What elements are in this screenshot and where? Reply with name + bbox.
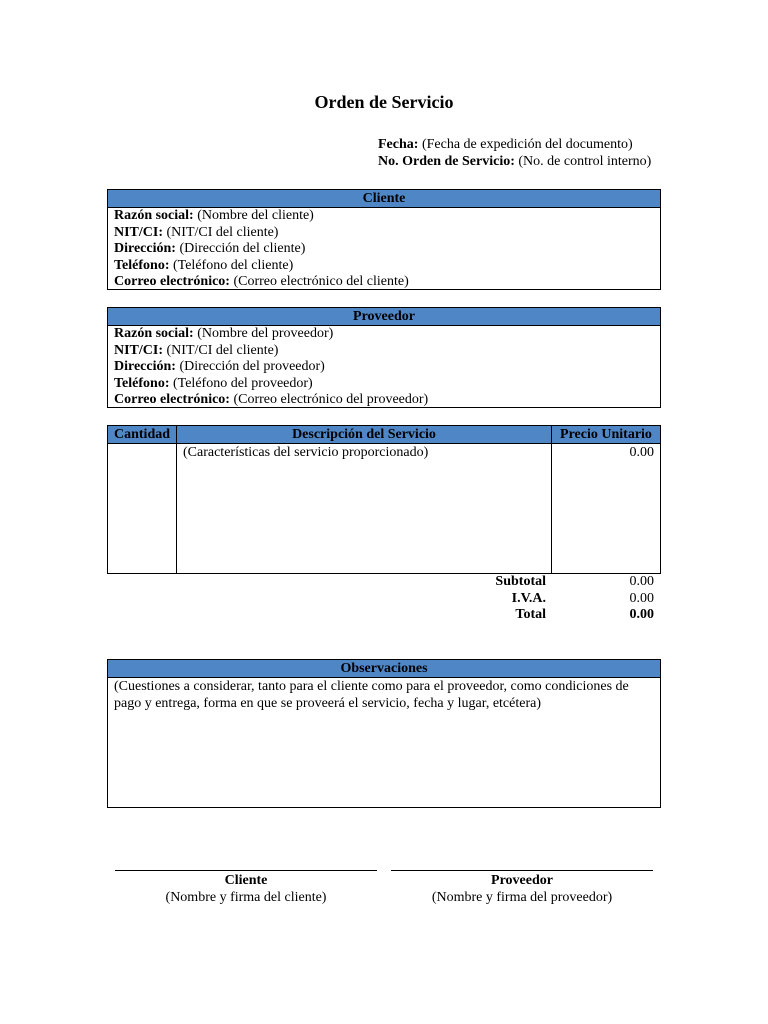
cliente-field bbox=[114, 241, 654, 258]
field-value: (NIT/CI del cliente) bbox=[163, 342, 279, 358]
cliente-header: Cliente bbox=[108, 190, 660, 208]
precio-cell: 0.00 bbox=[629, 445, 654, 460]
descripcion-column bbox=[177, 426, 552, 573]
field-value: (Teléfono del proveedor) bbox=[169, 375, 313, 391]
signature-caption: (Nombre y firma del cliente) bbox=[165, 890, 327, 905]
cantidad-header: Cantidad bbox=[108, 426, 176, 444]
signature-caption: (Nombre y firma del proveedor) bbox=[431, 890, 613, 905]
iva-row bbox=[440, 591, 656, 608]
cliente-field bbox=[114, 225, 654, 242]
page-title: Orden de Servicio bbox=[314, 92, 454, 112]
subtotal-value: 0.00 bbox=[629, 574, 654, 589]
descripcion-cell: (Características del servicio proporcionado) bbox=[183, 445, 429, 460]
observaciones-header: Observaciones bbox=[108, 660, 660, 678]
proveedor-field bbox=[114, 343, 654, 360]
proveedor-section bbox=[107, 307, 661, 408]
cliente-field bbox=[114, 208, 654, 225]
field-label: Teléfono: bbox=[114, 375, 170, 391]
cliente-field bbox=[114, 274, 654, 291]
fecha-line bbox=[378, 136, 651, 153]
proveedor-field bbox=[114, 359, 654, 376]
field-value: (Dirección del cliente) bbox=[175, 241, 306, 256]
signature-line bbox=[391, 870, 653, 871]
precio-header: Precio Unitario bbox=[552, 426, 660, 444]
subtotal-label: Subtotal bbox=[495, 574, 546, 589]
signature-name: Proveedor bbox=[491, 873, 553, 888]
field-label: Razón social: bbox=[114, 208, 194, 223]
field-value: (Correo electrónico del cliente) bbox=[229, 274, 409, 289]
orden-value: (No. de control interno) bbox=[514, 154, 652, 169]
observaciones-text: (Cuestiones a considerar, tanto para el cliente como para el proveedor, como condiciones de pago y entrega, forma en que se proveerá el servicio, fecha y lugar, etcétera) bbox=[114, 679, 629, 711]
cliente-section bbox=[107, 189, 661, 290]
field-value: (Nombre del proveedor) bbox=[193, 326, 334, 341]
signature-name: Cliente bbox=[224, 873, 268, 888]
field-value: (Nombre del cliente) bbox=[193, 208, 314, 223]
field-value: (NIT/CI del cliente) bbox=[163, 224, 279, 240]
field-label: Dirección: bbox=[114, 359, 176, 374]
total-value: 0.00 bbox=[629, 607, 654, 622]
total-label: Total bbox=[515, 607, 546, 622]
iva-label: I.V.A. bbox=[511, 590, 546, 606]
fecha-label: Fecha: bbox=[378, 137, 419, 152]
field-label: Razón social: bbox=[114, 326, 194, 341]
cantidad-column bbox=[108, 426, 177, 573]
total-row bbox=[440, 607, 656, 624]
document-meta bbox=[378, 136, 651, 170]
field-value: (Teléfono del cliente) bbox=[169, 257, 294, 273]
iva-value: 0.00 bbox=[629, 590, 654, 606]
signature-proveedor bbox=[391, 870, 653, 906]
proveedor-field bbox=[114, 326, 654, 343]
proveedor-field bbox=[114, 376, 654, 393]
field-value: (Dirección del proveedor) bbox=[175, 359, 325, 374]
totals-block bbox=[440, 574, 656, 624]
proveedor-field bbox=[114, 392, 654, 409]
field-label: NIT/CI: bbox=[114, 342, 164, 358]
orden-label: No. Orden de Servicio: bbox=[378, 154, 515, 169]
signature-cliente bbox=[115, 870, 377, 906]
precio-column bbox=[552, 426, 660, 573]
cliente-fields bbox=[108, 208, 660, 291]
field-label: Correo electrónico: bbox=[114, 274, 230, 289]
subtotal-row bbox=[440, 574, 656, 591]
field-value: (Correo electrónico del proveedor) bbox=[229, 392, 429, 407]
proveedor-header: Proveedor bbox=[108, 308, 660, 326]
field-label: Correo electrónico: bbox=[114, 392, 230, 407]
field-label: Teléfono: bbox=[114, 257, 170, 273]
proveedor-fields bbox=[108, 326, 660, 409]
field-label: NIT/CI: bbox=[114, 224, 164, 240]
orden-line bbox=[378, 153, 651, 170]
observaciones-section bbox=[107, 659, 661, 808]
signature-line bbox=[115, 870, 377, 871]
items-table bbox=[107, 425, 661, 574]
descripcion-header: Descripción del Servicio bbox=[177, 426, 551, 444]
fecha-value: (Fecha de expedición del documento) bbox=[418, 137, 633, 152]
field-label: Dirección: bbox=[114, 241, 176, 256]
cliente-field bbox=[114, 258, 654, 275]
